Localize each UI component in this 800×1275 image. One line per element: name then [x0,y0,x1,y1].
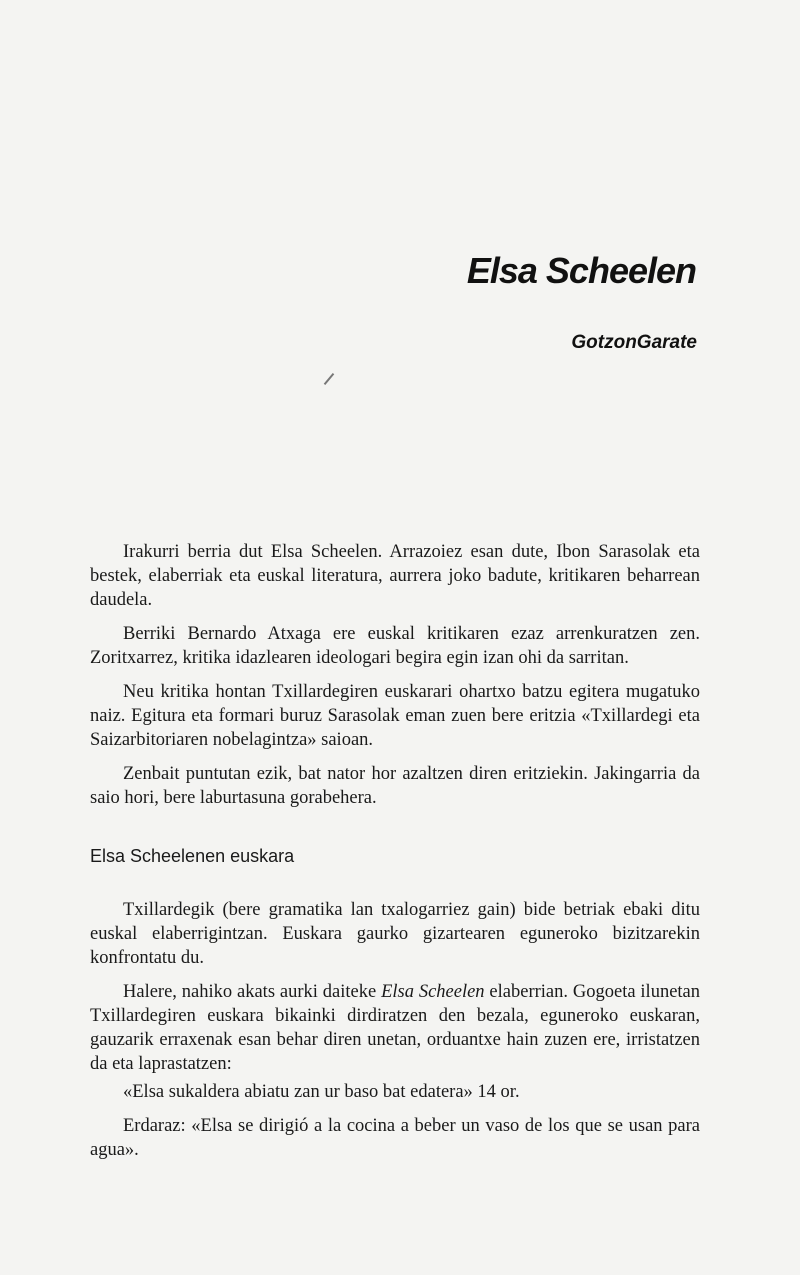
section-heading: Elsa Scheelenen euskara [90,846,295,866]
paragraph: Irakurri berria dut Elsa Scheelen. Arrazoiez esan dute, Ibon Sarasolak eta bestek, elaberriak eta euskal literatura, aurrera joko badute, kritikaren beharrean daudela. [90,542,700,610]
paragraph: Neu kritika hontan Txillardegiren euskarari ohartxo batzu egitera mugatuko naiz. Egitura eta formari buruz Sarasolak eman zuen bere eritzia «Txillardegi eta Saizarbitoriaren nobelagintza» saioan. [90,682,700,750]
paragraph [90,980,700,1076]
article-title: Elsa Scheelen [466,250,696,291]
paragraph: Zenbait puntutan ezik, bat nator hor azaltzen diren eritziekin. Jakingarria da saio hori, bere laburtasuna gorabehera. [90,764,700,808]
paragraph: Berriki Bernardo Atxaga ere euskal kritikaren ezaz arrenkuratzen zen. Zoritxarrez, kritika idazlearen ideologari begira egin izan ohi da sarritan. [90,624,700,668]
paragraph-text: Halere, nahiko akats aurki daiteke [123,982,382,1002]
pen-mark [324,373,335,385]
quote: «Elsa sukaldera abiatu zan ur baso bat edatera» 14 or. [123,1082,520,1102]
paragraph-text: elaberrian. Gogoeta ilunetan Txillardegiren euskara bikainki dirdiratzen den bezala, eguneroko euskaran, gauzarik erraxenak esan behar diren unetan, orduantxe hain zuzen ere, irristatzen da eta laprastatzen: [90,982,701,1074]
translation: Erdaraz: «Elsa se dirigió a la cocina a beber un vaso de los que se usan para agua». [90,1116,700,1160]
article-body [90,540,700,1172]
article-author: GotzonGarate [571,332,697,353]
book-title: Elsa Scheelen [381,982,485,1002]
paragraph: Txillardegik (bere gramatika lan txalogarriez gain) bide betriak ebaki ditu euskal elaberrigintzan. Euskara gaurko gizartearen eguneroko bizitzarekin konfrontatu du. [90,900,700,968]
